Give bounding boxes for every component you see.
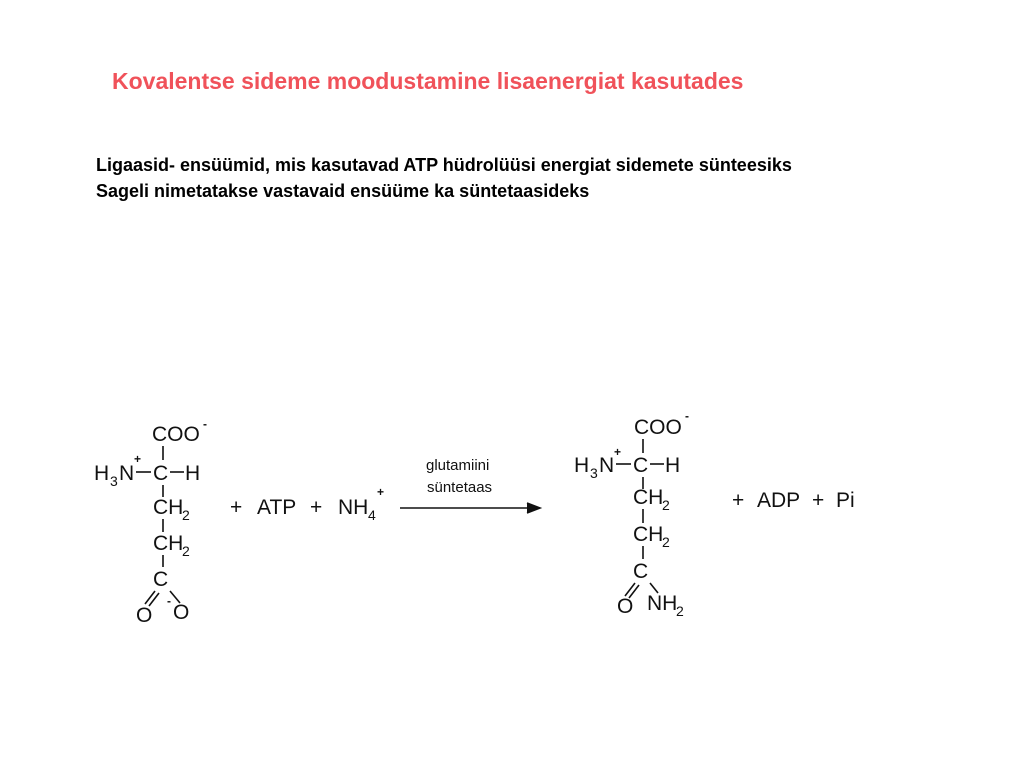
plus-sign-3: +: [732, 489, 745, 512]
reaction-arrow-head: [527, 503, 540, 513]
reactant-o-charge: -: [167, 594, 171, 608]
nh4-label: NH: [338, 496, 369, 519]
product-ch2-a: CH: [633, 486, 664, 509]
reactant-c-alpha: C: [153, 462, 169, 485]
synonym-line: Sageli nimetatakse vastavaid ensüüme ka süntetaasideks: [96, 181, 590, 201]
product-ch2-b: CH: [633, 523, 664, 546]
reactant-o-left: O: [136, 604, 153, 627]
reactant-ch2-b-sub: 2: [182, 543, 190, 559]
product-h-alpha: H: [665, 454, 681, 477]
plus-sign-2: +: [310, 496, 323, 519]
enzyme-label-line1: glutamiini: [426, 457, 490, 474]
product-c-carbonyl: C: [633, 560, 649, 583]
reactant-double-bond-1: [145, 591, 155, 604]
product-h3n-sub: 3: [590, 465, 598, 481]
nh4-charge: +: [377, 485, 385, 499]
reactant-ch2-b: CH: [153, 532, 184, 555]
reactant-coo-label: COO: [152, 423, 200, 446]
reactant-coo-charge: -: [203, 417, 207, 431]
reactant-h-alpha: H: [185, 462, 201, 485]
reactant-h3n-n: N: [119, 462, 135, 485]
nh4-sub: 4: [368, 507, 376, 523]
reactant-glutamate: [94, 417, 207, 627]
reactant-ch2-a-sub: 2: [182, 507, 190, 523]
product-coo-label: COO: [634, 416, 682, 439]
plus-sign-4: +: [812, 489, 825, 512]
adp-label: ADP: [757, 489, 801, 512]
product-h3n-n: N: [599, 454, 615, 477]
reactant-o-right: O: [173, 601, 190, 624]
reactant-h3n-h: H: [94, 462, 110, 485]
product-h3n-h: H: [574, 454, 590, 477]
product-ch2-b-sub: 2: [662, 534, 670, 550]
product-ch2-a-sub: 2: [662, 497, 670, 513]
product-c-alpha: C: [633, 454, 649, 477]
product-nh2-sub: 2: [676, 603, 684, 619]
reactant-h3n-sub: 3: [110, 473, 118, 489]
pi-label: Pi: [836, 489, 855, 512]
product-o: O: [617, 595, 634, 618]
product-n-charge: +: [614, 445, 622, 459]
product-nh2: NH: [647, 592, 678, 615]
product-coo-charge: -: [685, 409, 689, 423]
reactant-ch2-a: CH: [153, 496, 184, 519]
plus-sign-1: +: [230, 496, 243, 519]
atp-label: ATP: [257, 496, 297, 519]
product-glutamine: [574, 409, 689, 619]
reactant-n-charge: +: [134, 452, 142, 466]
reactant-c-carbonyl: C: [153, 568, 169, 591]
slide-title: Kovalentse sideme moodustamine lisaenergiat kasutades: [112, 68, 744, 94]
definition-line: Ligaasid- ensüümid, mis kasutavad ATP hüdrolüüsi energiat sidemete sünteesiks: [96, 155, 792, 175]
enzyme-label-line2: süntetaas: [427, 479, 493, 496]
